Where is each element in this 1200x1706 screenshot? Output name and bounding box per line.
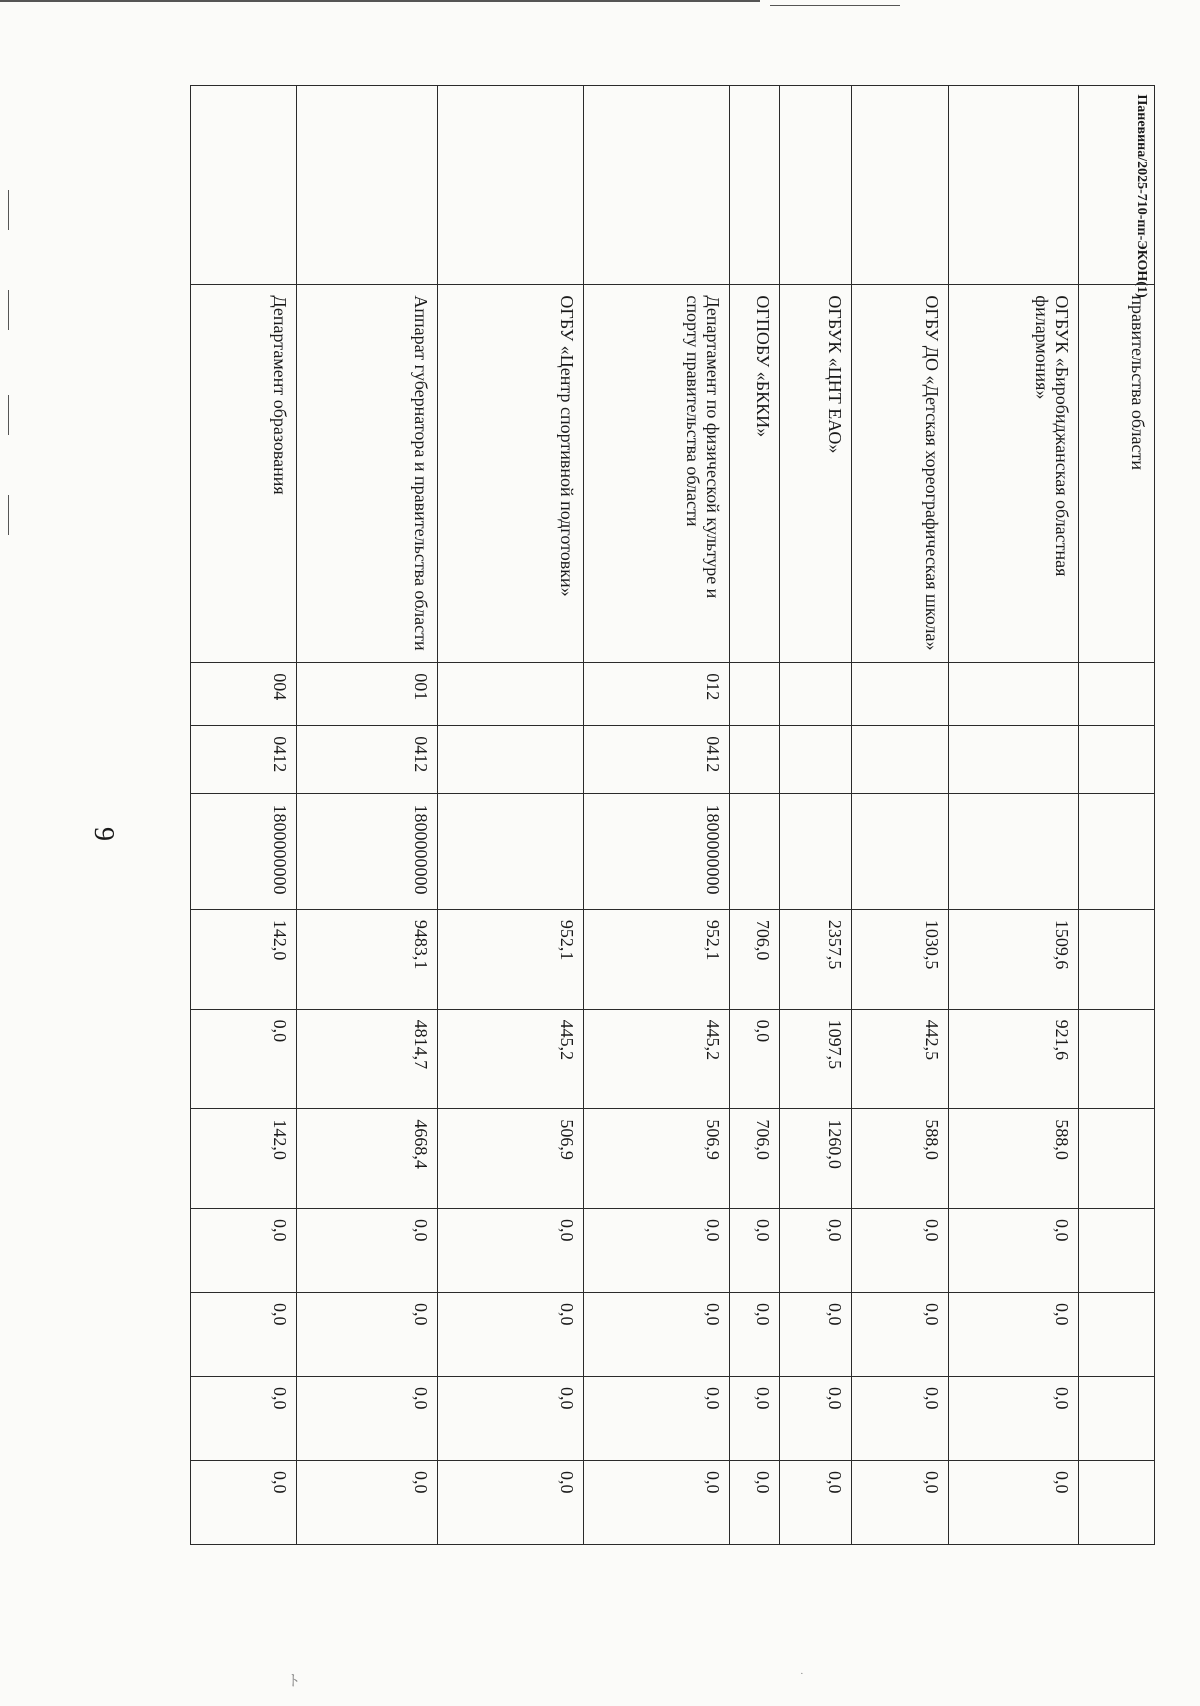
amount-cell: 506,9 bbox=[584, 1109, 730, 1209]
amount-cell: 0,0 bbox=[949, 1376, 1079, 1460]
amount-cell: 142,0 bbox=[191, 1109, 297, 1209]
target-item-cell bbox=[1079, 794, 1155, 909]
amount-cell bbox=[1079, 1293, 1155, 1377]
amount-cell: 952,1 bbox=[438, 909, 584, 1009]
table-row bbox=[438, 86, 584, 1545]
amount-cell: 921,6 bbox=[949, 1009, 1079, 1109]
amount-cell bbox=[1079, 1209, 1155, 1293]
table-body bbox=[191, 86, 1155, 1545]
amount-cell: 0,0 bbox=[584, 1209, 730, 1293]
amount-cell: 0,0 bbox=[297, 1376, 438, 1460]
amount-cell: 706,0 bbox=[730, 909, 780, 1009]
section-code-cell bbox=[780, 726, 851, 794]
table-row bbox=[297, 86, 438, 1545]
amount-cell bbox=[1079, 1376, 1155, 1460]
table-row bbox=[730, 86, 780, 1545]
amount-cell: 445,2 bbox=[584, 1009, 730, 1109]
grbs-code-cell bbox=[780, 663, 851, 726]
scan-left-mark bbox=[8, 395, 9, 435]
amount-cell bbox=[1079, 1109, 1155, 1209]
amount-cell: 706,0 bbox=[730, 1109, 780, 1209]
leading-empty-cell bbox=[780, 86, 851, 285]
amount-cell: 9483,1 bbox=[297, 909, 438, 1009]
amount-cell: 0,0 bbox=[780, 1293, 851, 1377]
recipient-name-cell: ОГБУК «ЦНТ ЕАО» bbox=[780, 285, 851, 663]
page-number: 9 bbox=[88, 827, 119, 841]
amount-cell: 0,0 bbox=[851, 1293, 948, 1377]
leading-empty-cell bbox=[584, 86, 730, 285]
amount-cell: 1509,6 bbox=[949, 909, 1079, 1009]
amount-cell: 0,0 bbox=[584, 1460, 730, 1544]
amount-cell: 0,0 bbox=[297, 1460, 438, 1544]
amount-cell bbox=[1079, 1009, 1155, 1109]
section-code-cell bbox=[438, 726, 584, 794]
table-row bbox=[191, 86, 297, 1545]
scan-speck: · bbox=[800, 1668, 804, 1680]
amount-cell: 1097,5 bbox=[780, 1009, 851, 1109]
leading-empty-cell bbox=[949, 86, 1079, 285]
table-row bbox=[851, 86, 948, 1545]
amount-cell: 0,0 bbox=[949, 1293, 1079, 1377]
section-code-cell bbox=[949, 726, 1079, 794]
target-item-cell: 1800000000 bbox=[584, 794, 730, 909]
recipient-name-cell: Аппарат губернатора и правительства области bbox=[297, 285, 438, 663]
amount-cell bbox=[1079, 1460, 1155, 1544]
amount-cell: 0,0 bbox=[730, 1209, 780, 1293]
target-item-cell: 1800000000 bbox=[297, 794, 438, 909]
section-code-cell bbox=[730, 726, 780, 794]
amount-cell: 0,0 bbox=[191, 1293, 297, 1377]
amount-cell: 4814,7 bbox=[297, 1009, 438, 1109]
amount-cell: 0,0 bbox=[851, 1376, 948, 1460]
amount-cell: 0,0 bbox=[730, 1293, 780, 1377]
amount-cell: 0,0 bbox=[438, 1293, 584, 1377]
amount-cell: 442,5 bbox=[851, 1009, 948, 1109]
section-code-cell: 0412 bbox=[297, 726, 438, 794]
scan-left-mark bbox=[8, 190, 9, 230]
amount-cell: 0,0 bbox=[949, 1209, 1079, 1293]
leading-empty-cell bbox=[1079, 86, 1155, 285]
leading-empty-cell bbox=[851, 86, 948, 285]
scan-speck: ﾄ bbox=[290, 1673, 299, 1690]
scan-top-line bbox=[0, 0, 760, 2]
recipient-name-cell: ОГБУ «Центр спортивной подготовки» bbox=[438, 285, 584, 663]
amount-cell: 0,0 bbox=[780, 1209, 851, 1293]
scan-left-mark bbox=[8, 495, 9, 535]
section-code-cell: 0412 bbox=[584, 726, 730, 794]
amount-cell: 142,0 bbox=[191, 909, 297, 1009]
target-item-cell: 1800000000 bbox=[191, 794, 297, 909]
grbs-code-cell bbox=[851, 663, 948, 726]
document-code: Паневина/2025-710-пп-ЭКОН(1) bbox=[1134, 94, 1149, 298]
recipient-name-cell: Департамент по физической культуре и спорту правительства области bbox=[584, 285, 730, 663]
amount-cell: 0,0 bbox=[297, 1209, 438, 1293]
amount-cell: 0,0 bbox=[730, 1009, 780, 1109]
recipient-name-cell: ОГБУ ДО «Детская хореографическая школа» bbox=[851, 285, 948, 663]
amount-cell: 0,0 bbox=[297, 1293, 438, 1377]
amount-cell: 0,0 bbox=[438, 1209, 584, 1293]
target-item-cell bbox=[730, 794, 780, 909]
target-item-cell bbox=[851, 794, 948, 909]
leading-empty-cell bbox=[438, 86, 584, 285]
amount-cell: 0,0 bbox=[851, 1460, 948, 1544]
amount-cell: 1030,5 bbox=[851, 909, 948, 1009]
amount-cell: 0,0 bbox=[584, 1293, 730, 1377]
amount-cell: 2357,5 bbox=[780, 909, 851, 1009]
recipient-name-cell: Департамент образования bbox=[191, 285, 297, 663]
leading-empty-cell bbox=[730, 86, 780, 285]
amount-cell: 952,1 bbox=[584, 909, 730, 1009]
target-item-cell bbox=[949, 794, 1079, 909]
amount-cell: 0,0 bbox=[438, 1376, 584, 1460]
grbs-code-cell: 001 bbox=[297, 663, 438, 726]
leading-empty-cell bbox=[191, 86, 297, 285]
table-row bbox=[949, 86, 1079, 1545]
amount-cell: 0,0 bbox=[949, 1460, 1079, 1544]
amount-cell: 0,0 bbox=[730, 1376, 780, 1460]
target-item-cell bbox=[438, 794, 584, 909]
amount-cell: 506,9 bbox=[438, 1109, 584, 1209]
amount-cell: 0,0 bbox=[191, 1376, 297, 1460]
target-item-cell bbox=[780, 794, 851, 909]
scan-left-mark bbox=[8, 290, 9, 330]
amount-cell: 0,0 bbox=[191, 1460, 297, 1544]
budget-table-grid bbox=[190, 85, 1155, 1545]
amount-cell: 588,0 bbox=[949, 1109, 1079, 1209]
grbs-code-cell bbox=[949, 663, 1079, 726]
scan-top-line-right bbox=[770, 5, 900, 6]
table-row bbox=[1079, 86, 1155, 1545]
amount-cell bbox=[1079, 909, 1155, 1009]
budget-table bbox=[190, 85, 1155, 1545]
amount-cell: 0,0 bbox=[438, 1460, 584, 1544]
grbs-code-cell bbox=[1079, 663, 1155, 726]
table-row bbox=[780, 86, 851, 1545]
amount-cell: 0,0 bbox=[780, 1376, 851, 1460]
grbs-code-cell: 004 bbox=[191, 663, 297, 726]
grbs-code-cell bbox=[730, 663, 780, 726]
amount-cell: 0,0 bbox=[584, 1376, 730, 1460]
section-code-cell: 0412 bbox=[191, 726, 297, 794]
recipient-name-cell: ОГПОБУ «БККИ» bbox=[730, 285, 780, 663]
amount-cell: 0,0 bbox=[191, 1009, 297, 1109]
grbs-code-cell: 012 bbox=[584, 663, 730, 726]
amount-cell: 1260,0 bbox=[780, 1109, 851, 1209]
table-row bbox=[584, 86, 730, 1545]
recipient-name-cell: ОГБУК «Биробиджанская областная филармония» bbox=[949, 285, 1079, 663]
grbs-code-cell bbox=[438, 663, 584, 726]
section-code-cell bbox=[851, 726, 948, 794]
amount-cell: 0,0 bbox=[780, 1460, 851, 1544]
amount-cell: 0,0 bbox=[730, 1460, 780, 1544]
recipient-name-cell: правительства области bbox=[1079, 285, 1155, 663]
amount-cell: 0,0 bbox=[191, 1209, 297, 1293]
amount-cell: 4668,4 bbox=[297, 1109, 438, 1209]
amount-cell: 588,0 bbox=[851, 1109, 948, 1209]
leading-empty-cell bbox=[297, 86, 438, 285]
section-code-cell bbox=[1079, 726, 1155, 794]
amount-cell: 0,0 bbox=[851, 1209, 948, 1293]
amount-cell: 445,2 bbox=[438, 1009, 584, 1109]
